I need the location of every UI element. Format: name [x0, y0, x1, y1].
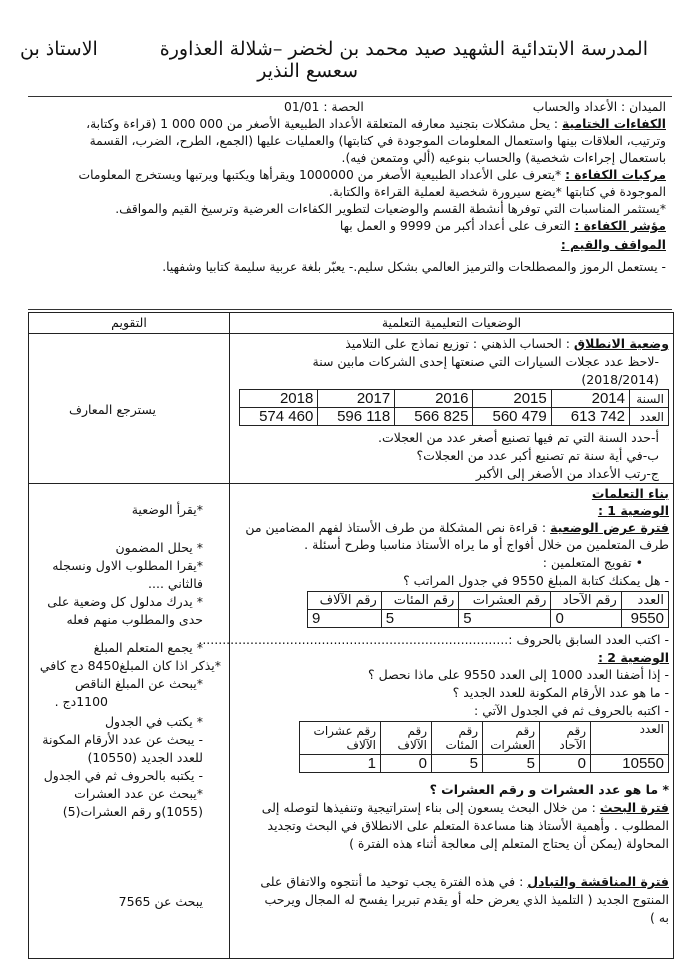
lesson-table: الوضعيات التعليمية التعلمية التقويم وضعية الانطلاق : الحساب الذهني : توزيع نماذج على التلاميذ -لاحظ عدد عجلات السيارات التي صنعتها إحدى الشركات مابين سنة (2018/2014) السنة 2014 2015 2016 2017 2018 العدد 742 613 479 560 825 566 118 596 460 574 أ-حدد السنة التي تم فيها تصنيع أصغر عدد من العجلات. ب-في أية سنة تم تصنيع أكبر عدد من العجلات؟ ج-رتب الأعداد من الأصغر إلى الأكبر يسترجع المعارف بناء التعلمات الوضعية 1 : فترة عرض الوضعية : قراءة نص المشكلة من طرف الأستاذ لفهم المضامين من طرف المتعلمين من خلال أفواج أو ما يراه الأستاذ مناسبا وطرح أسئلة . • تفويج المتعلمين : - هل يمكنك كتابة المبلغ 9550 في جدول المراتب ؟ العدد رقم الآحاد رقم العشرات رقم المئات رقم الآلاف 9550 0 5 5 9 - اكتب العدد السابق بالحروف :.............................................................................. الوضعية 2 : - إذا أضفنا العدد 1000 إلى العدد 9550 على ماذا نحصل ؟ - ما هو عدد الأرقام المكونة للعدد الجديد ؟ - اكتبه بالحروف ثم في الجدول الآتي : العدد رقم الآحاد رقم العشرات رقم المئات رقم الآلاف رقم عشرات الآلاف 10550 0 5 5 0 1 * ما هو عدد العشرات و رقم العشرات ؟ فترة البحث : من خلال البحث يسعون إلى بناء إستراتيجية وتنفيذها لتوصله إلى المطلوب . وأهمية الأستاذ هنا مساعدة المتعلم على الانطلاق في البحث وتجديد المحاولة (يمكن أن يحتاج المتعلم إلى معالجة أثناء هذه الفترة ) فترة المناقشة والتبادل : في هذه الفترة يجب توحيد ما أنتجوه والاتفاق على المنتوج الجديد ( التلميذ الذي يعرض حله أو يقدم تبريرا يفسح له المجال ويرحب به ) *يقرأ الوضعية * يحلل المضمون *يقرا المطلوب الاول ونسجله فالثاني .... * يدرك مدلول كل وضعية على حدى والمطلوب منهم فعله * يجمع المتعلم المبلغ *يذكر اذا كان المبلغ8450 دج كافي *يبحث عن المبلغ الناقص 1100دج . * يكتب في الجدول - يبحث عن عدد الأرقام المكونة للعدد الجديد (10550) - يكتبه بالحروف ثم في الجدول *يبحث عن عدد العشرات (1055)و رقم العشرات(5) يبحث عن 7565: [28, 312, 674, 959]
table-cell: 10550: [591, 755, 669, 773]
table-cell: 9550: [621, 610, 668, 628]
table-cell: 2017: [318, 390, 395, 408]
eval-item: * يدرك مدلول كل وضعية على: [47, 594, 203, 609]
table-cell: 2016: [395, 390, 473, 408]
table-cell: 1: [300, 755, 381, 773]
eval-item: * يجمع المتعلم المبلغ: [93, 640, 203, 655]
eval-item: للعدد الجديد (10550): [87, 750, 203, 765]
table-cell: رقم الآلاف: [381, 722, 432, 755]
search-line-3: المحاولة (يمكن أن يحتاج المتعلم إلى معالجة أثناء هذه الفترة ): [349, 836, 669, 851]
table-cell: 5: [432, 755, 483, 773]
eval-item: حدى والمطلوب منهم فعله: [66, 612, 203, 627]
launch-title: وضعية الانطلاق: [573, 336, 669, 351]
table-cell: 2018: [240, 390, 318, 408]
table-cell: رقم العشرات: [483, 722, 540, 755]
table-cell: 5: [459, 610, 551, 628]
session-label: الحصة : 01/01: [284, 100, 364, 114]
discussion-line-3: به ): [649, 910, 669, 925]
place-value-table-1: [307, 591, 669, 628]
table-cell: رقم الآحاد: [551, 592, 621, 610]
table-cell: 5: [381, 610, 458, 628]
place-value-table-2: [299, 721, 669, 773]
teacher-name: الاستاذ بن: [20, 38, 98, 60]
question-a: أ-حدد السنة التي تم فيها تصنيع أصغر عدد من العجلات.: [378, 430, 659, 445]
question-c: ج-رتب الأعداد من الأصغر إلى الأكبر: [475, 466, 659, 481]
eval-item: * يحلل المضمون: [115, 540, 203, 555]
situation-2-line-3: - اكتبه بالحروف ثم في الجدول الآتي :: [474, 703, 669, 718]
eval-item: 1100دج .: [54, 694, 108, 709]
comp-title: الكفاءات الختامية: [561, 117, 666, 131]
discussion-title: فترة المناقشة والتبادل: [527, 874, 669, 889]
eval-recall: يسترجع المعارف: [69, 402, 156, 417]
competency-section: [28, 96, 672, 310]
table-cell: رقم الآحاد: [540, 722, 591, 755]
eval-item: فالثاني ....: [148, 576, 203, 591]
search-line-1: : من خلال البحث يسعون إلى بناء إستراتيجية وتنفيذها لتوصله إلى: [261, 800, 596, 815]
years-row: [240, 390, 669, 408]
field-label: الميدان : الأعداد والحساب: [532, 100, 666, 114]
table-cell: السنة: [630, 390, 669, 408]
build-title: بناء التعلمات: [591, 486, 669, 501]
teacher-surname: سعسع النذير: [257, 60, 358, 82]
eval-item: (1055)و رقم العشرات(5): [62, 804, 203, 819]
table-cell: رقم المئات: [432, 722, 483, 755]
launch-text: : الحساب الذهني : توزيع نماذج على التلاميذ: [345, 336, 570, 351]
table-cell: 2015: [473, 390, 551, 408]
eval-item: - يكتبه بالحروف ثم في الجدول: [43, 768, 203, 783]
page-header: [20, 38, 658, 88]
indicator-title: مؤشر الكفاءة :: [574, 219, 666, 233]
table-cell: 118 596: [318, 408, 395, 426]
table-cell: رقم عشرات الآلاف: [300, 722, 381, 755]
search-title: فترة البحث: [599, 800, 669, 815]
values-text: - يستعمل الرموز والمصطلحات والترميز العالمي بشكل سليم.- يعبّر بلغة عربية سليمة كتابيا وشفهيا.: [162, 260, 666, 274]
table-cell: 2014: [551, 390, 629, 408]
table-cell: 479 560: [473, 408, 551, 426]
comp-line-1: : يحل مشكلات بتجنيد معارفه المتعلقة الأعداد الطبيعية الأصغر من 000 000 1 (قراءة وكتابة،: [86, 117, 559, 131]
eval-item: *يقرأ الوضعية: [131, 502, 203, 517]
table-head-row: [300, 722, 669, 755]
eval-item: *يذكر اذا كان المبلغ8450 دج كافي: [39, 658, 221, 673]
eval-item: *يبحث عن المبلغ الناقص: [75, 676, 203, 691]
question-b: ب-في أية سنة تم تصنيع أكبر عدد من العجلات؟: [416, 448, 659, 463]
comp-line-3: باستعمال إجراءات شخصية) والحساب بنوعيه (ألي ومتمعن فيه).: [341, 151, 666, 165]
table-cell: 0: [551, 610, 621, 628]
situation-2-title: الوضعية 2 :: [597, 650, 669, 665]
situation-1-title: الوضعية 1 :: [597, 503, 669, 518]
table-row: [308, 610, 669, 628]
launch-line-3: (2018/2014): [581, 372, 659, 387]
eval-item: يبحث عن 7565: [118, 894, 203, 909]
table-cell: 460 574: [240, 408, 318, 426]
table-cell: العدد: [621, 592, 668, 610]
table-cell: العدد: [591, 722, 669, 755]
eval-item: - يبحث عن عدد الأرقام المكونة: [42, 732, 203, 747]
table-cell: 0: [381, 755, 432, 773]
question-9550: - هل يمكنك كتابة المبلغ 9550 في جدول المراتب ؟: [403, 573, 669, 588]
table-cell: رقم الآلاف: [308, 592, 382, 610]
eval-item: *يبحث عن عدد العشرات: [74, 786, 203, 801]
discussion-line-1: : في هذه الفترة يجب توحيد ما أنتجوه والاتفاق على: [260, 874, 524, 889]
table-cell: رقم العشرات: [459, 592, 551, 610]
row-divider: [29, 483, 673, 484]
write-in-letters: - اكتب العدد السابق بالحروف :: [508, 632, 669, 647]
school-name: المدرسة الابتدائية الشهيد صيد محمد بن لخضر –شلالة العذاورة: [159, 38, 648, 60]
presentation-line-1: : قراءة نص المشكلة من طرف الأستاذ لفهم المضامين من: [245, 520, 547, 535]
sub-title: مركبات الكفاءة :: [565, 168, 666, 182]
table-row: [300, 755, 669, 773]
question-tens: * ما هو عدد العشرات و رقم العشرات ؟: [429, 782, 669, 797]
indicator-text: التعرف على أعداد أكبر من 9999 و العمل بها: [339, 219, 571, 233]
table-head-row: [308, 592, 669, 610]
comp-line-2: وترتيب، العلاقات بينها واستعمال المعلومات الموجودة في كتابتها) والعمليات عليها (الجمع، الطرح، الضرب، القسمة: [89, 134, 666, 148]
col-situations-header: الوضعيات التعليمية التعلمية: [230, 313, 673, 334]
table-cell: 0: [540, 755, 591, 773]
presentation-title: فترة عرض الوضعية: [550, 520, 669, 535]
values-title: المواقف والقيم :: [560, 238, 666, 252]
wheels-table: [239, 389, 669, 426]
sub-line-2: الموجودة في كتابتها *يضع سيرورة شخصية لعملية القراءة والكتابة.: [328, 185, 666, 199]
search-line-2: المطلوب . وأهمية الأستاذ هنا مساعدة المتعلم على الانطلاق في البحث وتجديد: [267, 818, 669, 833]
eval-item: * يكتب في الجدول: [104, 714, 203, 729]
table-cell: رقم المئات: [381, 592, 458, 610]
sub-line-3: *يستثمر المناسبات التي توفرها أنشطة القسم والوضعيات لتطوير الكفاءات العرضية وترسيخ القيم والمواقف.: [115, 202, 666, 216]
discussion-line-2: المنتوج الجديد ( التلميذ الذي يعرض حله أو يقدم تبريرا يفسح له المجال ويرحب: [264, 892, 669, 907]
table-cell: 825 566: [395, 408, 473, 426]
table-cell: العدد: [630, 408, 669, 426]
counts-row: [240, 408, 669, 426]
eval-item: *يقرا المطلوب الاول ونسجله: [52, 558, 203, 573]
situation-2-line-1: - إذا أضفنا العدد 1000 إلى العدد 9550 على ماذا نحصل ؟: [368, 667, 669, 682]
sub-line-1: *يتعرف على الأعداد الطبيعية الأصغر من 1000000 ويقرأها ويكتبها ويرتبها ويستخرج المعلومات: [78, 168, 562, 182]
launch-line-2: -لاحظ عدد عجلات السيارات التي صنعتها إحدى الشركات مابين سنة: [312, 354, 659, 369]
table-cell: 5: [483, 755, 540, 773]
col-eval-header: التقويم: [29, 313, 229, 334]
presentation-line-3: تفويج المتعلمين :: [542, 555, 632, 570]
table-cell: 9: [308, 610, 382, 628]
table-cell: 742 613: [551, 408, 629, 426]
situation-2-line-2: - ما هو عدد الأرقام المكونة للعدد الجديد ؟: [452, 685, 669, 700]
presentation-line-2: طرف المتعلمين من خلال أفواج أو ما يراه الأستاذ مناسبا وطرح أسئلة .: [304, 537, 669, 552]
